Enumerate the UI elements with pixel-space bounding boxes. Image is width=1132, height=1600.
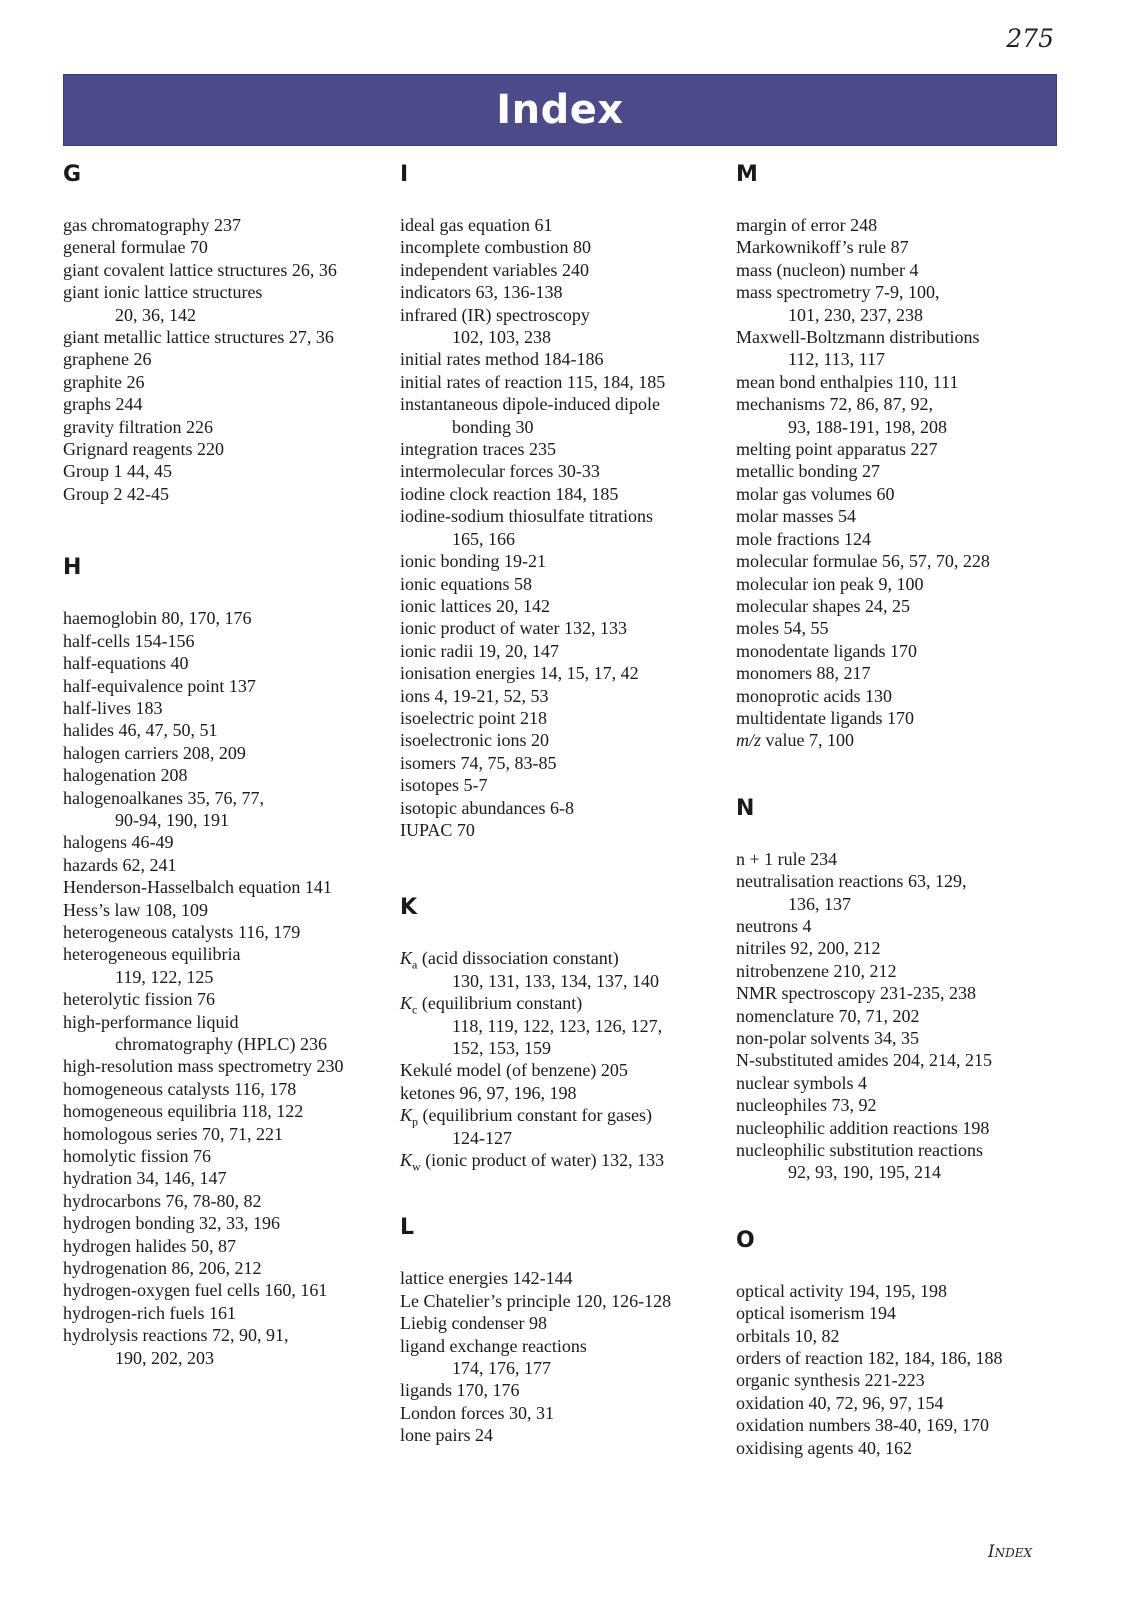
- entry-text: homologous series 70, 71, 221: [63, 1123, 283, 1144]
- index-entry: [63, 675, 383, 697]
- index-entry: [736, 505, 1066, 527]
- entry-text: homogeneous catalysts 116, 178: [63, 1078, 297, 1099]
- index-entry: [736, 1347, 1066, 1369]
- entry-text: molar gas volumes 60: [736, 483, 895, 504]
- index-entry: [63, 1167, 383, 1189]
- entry-text: indicators 63, 136-138: [400, 282, 563, 303]
- index-entry: [736, 1437, 1066, 1459]
- index-section-k: [400, 891, 730, 1174]
- entry-text: intermolecular forces 30-33: [400, 461, 600, 482]
- entry-text: (acid dissociation constant): [417, 948, 619, 969]
- index-entry: [63, 214, 383, 236]
- index-entry: [736, 214, 1066, 236]
- entry-text: initial rates method 184-186: [400, 349, 604, 370]
- index-entry: [736, 393, 1066, 438]
- index-entry: [736, 1392, 1066, 1414]
- entry-text: mass (nucleon) number 4: [736, 259, 919, 280]
- entry-text: incomplete combustion 80: [400, 237, 591, 258]
- entry-continuation: 124-127: [452, 1127, 512, 1148]
- index-section-i: [400, 158, 730, 841]
- entry-continuation: 102, 103, 238: [452, 327, 551, 348]
- entry-text: heterogeneous equilibria: [63, 944, 241, 965]
- entry-text: gravity filtration 226: [63, 416, 213, 437]
- entry-text: ligands 170, 176: [400, 1380, 520, 1401]
- index-entry: [736, 1280, 1066, 1302]
- entry-text: mass spectrometry 7-9, 100,: [736, 282, 940, 303]
- index-entry: [736, 528, 1066, 550]
- entry-text: Group 1 44, 45: [63, 461, 172, 482]
- index-entry: [63, 607, 383, 629]
- entry-text: ions 4, 19-21, 52, 53: [400, 685, 549, 706]
- entry-text: nucleophilic addition reactions 198: [736, 1117, 990, 1138]
- entry-text: infrared (IR) spectroscopy: [400, 304, 590, 325]
- index-entry: [400, 1059, 730, 1081]
- entry-text: isotopes 5-7: [400, 775, 488, 796]
- index-entry: [63, 1324, 383, 1369]
- entry-text: ionic radii 19, 20, 147: [400, 640, 559, 661]
- entry-text: monoprotic acids 130: [736, 685, 892, 706]
- entry-text: high-resolution mass spectrometry 230: [63, 1056, 344, 1077]
- index-entry: [736, 1325, 1066, 1347]
- entry-text: isotopic abundances 6-8: [400, 797, 574, 818]
- index-entry: [736, 937, 1066, 959]
- entry-text: halogenoalkanes 35, 76, 77,: [63, 787, 264, 808]
- index-entry: [400, 640, 730, 662]
- entry-text: Markownikoff’s rule 87: [736, 237, 909, 258]
- entry-text: half-lives 183: [63, 697, 163, 718]
- entry-text: hydrogen-oxygen fuel cells 160, 161: [63, 1280, 328, 1301]
- index-entry: [63, 259, 383, 281]
- entry-text: ketones 96, 97, 196, 198: [400, 1082, 577, 1103]
- index-column-2: [400, 158, 730, 1481]
- index-entry: [63, 1100, 383, 1122]
- index-entry: [63, 652, 383, 674]
- entry-text: mechanisms 72, 86, 87, 92,: [736, 394, 933, 415]
- index-entry: [63, 988, 383, 1010]
- index-entry: [400, 1104, 730, 1149]
- entry-text: London forces 30, 31: [400, 1402, 554, 1423]
- index-entry: [736, 915, 1066, 937]
- index-entry: [400, 438, 730, 460]
- entry-text: hydrocarbons 76, 78-80, 82: [63, 1190, 262, 1211]
- index-section-g: [63, 158, 383, 505]
- entry-text: hydration 34, 146, 147: [63, 1168, 227, 1189]
- entry-text: Kekulé model (of benzene) 205: [400, 1060, 628, 1081]
- index-entry: [400, 236, 730, 258]
- entry-continuation: 165, 166: [452, 528, 515, 549]
- entry-text: nomenclature 70, 71, 202: [736, 1005, 920, 1026]
- entry-text: oxidation numbers 38-40, 169, 170: [736, 1415, 989, 1436]
- entry-text: molecular shapes 24, 25: [736, 595, 910, 616]
- section-letter: L: [400, 1215, 415, 1241]
- index-entry: [736, 236, 1066, 258]
- entry-text: ionic product of water 132, 133: [400, 618, 627, 639]
- index-entry: [400, 371, 730, 393]
- entry-text: margin of error 248: [736, 215, 878, 235]
- entry-text: N-substituted amides 204, 214, 215: [736, 1050, 992, 1071]
- entry-text: molar masses 54: [736, 506, 856, 527]
- entry-text: moles 54, 55: [736, 618, 829, 639]
- entry-text: halides 46, 47, 50, 51: [63, 720, 218, 741]
- index-entry: [63, 281, 383, 326]
- index-entry: [736, 1369, 1066, 1391]
- index-entry: [400, 214, 730, 236]
- entry-text: halogenation 208: [63, 765, 188, 786]
- index-entry: [63, 854, 383, 876]
- index-entry: [400, 947, 730, 992]
- section-letter: G: [63, 162, 82, 187]
- entry-symbol: K: [400, 993, 413, 1014]
- entry-text: independent variables 240: [400, 259, 589, 280]
- index-entry: [400, 1335, 730, 1380]
- index-entry: [63, 483, 383, 505]
- entry-text: mole fractions 124: [736, 528, 871, 549]
- index-entry: [63, 742, 383, 764]
- index-entry: [63, 831, 383, 853]
- index-entry: [63, 764, 383, 786]
- index-entry: [63, 371, 383, 393]
- entry-text: half-equations 40: [63, 653, 189, 674]
- entry-continuation: 174, 176, 177: [452, 1358, 551, 1379]
- index-entry: [736, 1094, 1066, 1116]
- entry-continuation: 152, 153, 159: [452, 1038, 551, 1058]
- index-entry: [736, 326, 1066, 371]
- entry-text: Henderson-Hasselbalch equation 141: [63, 877, 332, 898]
- entry-continuation: 190, 202, 203: [115, 1347, 214, 1368]
- entry-text: iodine clock reaction 184, 185: [400, 483, 619, 504]
- entry-symbol: K: [400, 1150, 413, 1171]
- index-entry: [400, 1082, 730, 1104]
- index-entry: [736, 685, 1066, 707]
- entry-text: nitriles 92, 200, 212: [736, 938, 881, 959]
- index-entry: [63, 899, 383, 921]
- entry-text: neutralisation reactions 63, 129,: [736, 871, 967, 892]
- index-entry: [63, 236, 383, 258]
- entry-text: orbitals 10, 82: [736, 1325, 840, 1346]
- index-entry: [63, 943, 383, 988]
- entry-text: (equilibrium constant for gases): [418, 1105, 652, 1126]
- index-entry: [400, 752, 730, 774]
- entry-text: gas chromatography 237: [63, 215, 241, 235]
- index-entry: [63, 326, 383, 348]
- index-entry: [63, 1011, 383, 1056]
- index-entry: [736, 281, 1066, 326]
- entry-subscript: w: [412, 1159, 421, 1174]
- index-entry: [400, 992, 730, 1059]
- index-entry: [63, 876, 383, 898]
- entry-continuation: chromatography (HPLC) 236: [115, 1034, 327, 1054]
- entry-text: orders of reaction 182, 184, 186, 188: [736, 1348, 1003, 1369]
- entry-text: non-polar solvents 34, 35: [736, 1028, 919, 1048]
- entry-text: halogen carriers 208, 209: [63, 742, 246, 763]
- entry-text: Maxwell-Boltzmann distributions: [736, 327, 980, 348]
- index-entry: [400, 1379, 730, 1401]
- entry-symbol: K: [400, 1105, 413, 1126]
- index-section-m: [736, 158, 1066, 752]
- index-entry: [736, 573, 1066, 595]
- entry-text: hazards 62, 241: [63, 854, 177, 875]
- index-entry: [400, 729, 730, 751]
- entry-text: instantaneous dipole-induced dipole: [400, 394, 660, 415]
- index-entry: [736, 848, 1066, 870]
- entry-text: optical isomerism 194: [736, 1303, 896, 1324]
- entry-symbol: K: [400, 948, 413, 969]
- index-entry: [400, 348, 730, 370]
- index-entry: [63, 1055, 383, 1077]
- entry-text: half-equivalence point 137: [63, 675, 256, 696]
- entry-text: homogeneous equilibria 118, 122: [63, 1101, 304, 1122]
- entry-text: nucleophiles 73, 92: [736, 1095, 877, 1116]
- index-entry: [400, 550, 730, 572]
- index-entry: [63, 460, 383, 482]
- entry-text: IUPAC 70: [400, 819, 475, 840]
- index-section-o: [736, 1224, 1066, 1459]
- index-entry: [400, 460, 730, 482]
- running-footer: Index: [987, 1542, 1032, 1562]
- index-section-n: [736, 792, 1066, 1184]
- entry-text: general formulae 70: [63, 237, 208, 258]
- index-entry: [63, 1235, 383, 1257]
- index-entry: [63, 1279, 383, 1301]
- index-entry: [736, 870, 1066, 915]
- page-number: 275: [1006, 24, 1054, 53]
- entry-text: lone pairs 24: [400, 1425, 493, 1446]
- index-entry: [400, 685, 730, 707]
- entry-text: ionisation energies 14, 15, 17, 42: [400, 663, 639, 684]
- entry-text: nucleophilic substitution reactions: [736, 1140, 983, 1161]
- section-letter: H: [63, 555, 82, 581]
- page-title: Index: [496, 87, 624, 133]
- entry-continuation: bonding 30: [452, 416, 534, 437]
- entry-text: haemoglobin 80, 170, 176: [63, 608, 252, 629]
- index-entry: [736, 1072, 1066, 1094]
- section-letter: O: [736, 1227, 755, 1253]
- entry-text: hydrogen bonding 32, 33, 196: [63, 1213, 280, 1234]
- entry-text: isomers 74, 75, 83-85: [400, 752, 557, 773]
- entry-text: lattice energies 142-144: [400, 1268, 573, 1289]
- entry-text: neutrons 4: [736, 915, 812, 936]
- index-entry: [736, 1117, 1066, 1139]
- index-entry: [400, 505, 730, 550]
- index-column-1: [63, 158, 383, 1403]
- index-entry: [736, 960, 1066, 982]
- entry-text: monodentate ligands 170: [736, 640, 917, 661]
- index-entry: [400, 573, 730, 595]
- entry-text: oxidation 40, 72, 96, 97, 154: [736, 1392, 944, 1413]
- index-entry: [63, 697, 383, 719]
- entry-text: ionic equations 58: [400, 573, 532, 594]
- entry-text: isoelectronic ions 20: [400, 730, 549, 751]
- entry-continuation: 112, 113, 117: [788, 349, 885, 370]
- entry-continuation: 136, 137: [788, 893, 851, 914]
- entry-text: Hess’s law 108, 109: [63, 899, 208, 920]
- entry-continuation: 20, 36, 142: [115, 304, 196, 325]
- index-entry: [736, 729, 1066, 751]
- index-entry: [63, 1257, 383, 1279]
- entry-text: (equilibrium constant): [417, 993, 583, 1014]
- entry-text: multidentate ligands 170: [736, 707, 914, 728]
- entry-text: organic synthesis 221-223: [736, 1370, 925, 1391]
- entry-subscript: a: [412, 957, 418, 972]
- index-entry: [63, 1123, 383, 1145]
- index-column-3: [736, 158, 1066, 1493]
- entry-text: Grignard reagents 220: [63, 439, 224, 460]
- entry-text: nuclear symbols 4: [736, 1072, 867, 1093]
- index-entry: [736, 460, 1066, 482]
- index-entry: [736, 371, 1066, 393]
- index-entry: [63, 787, 383, 832]
- index-entry: [736, 438, 1066, 460]
- entry-continuation: 119, 122, 125: [115, 966, 214, 987]
- entry-text: melting point apparatus 227: [736, 439, 938, 460]
- index-entry: [736, 1302, 1066, 1324]
- index-entry: [400, 393, 730, 438]
- entry-text: Liebig condenser 98: [400, 1313, 547, 1334]
- index-entry: [736, 1027, 1066, 1049]
- entry-text: graphite 26: [63, 371, 145, 392]
- entry-text: hydrolysis reactions 72, 90, 91,: [63, 1325, 289, 1346]
- index-entry: [63, 393, 383, 415]
- entry-text: hydrogenation 86, 206, 212: [63, 1258, 262, 1279]
- entry-continuation: 101, 230, 237, 238: [788, 304, 923, 325]
- entry-text: giant metallic lattice structures 27, 36: [63, 327, 334, 348]
- index-entry: [400, 707, 730, 729]
- entry-text: optical activity 194, 195, 198: [736, 1280, 947, 1301]
- entry-text: halogens 46-49: [63, 832, 174, 853]
- section-letter: N: [736, 795, 755, 821]
- index-entry: [736, 259, 1066, 281]
- index-entry: [736, 617, 1066, 639]
- entry-text: (ionic product of water) 132, 133: [420, 1150, 665, 1171]
- index-title-banner: [63, 74, 1057, 146]
- index-entry: [400, 281, 730, 303]
- entry-text: molecular ion peak 9, 100: [736, 573, 924, 594]
- entry-text: giant ionic lattice structures: [63, 282, 263, 303]
- index-entry: [736, 1005, 1066, 1027]
- index-entry: [63, 1078, 383, 1100]
- index-entry: [63, 1190, 383, 1212]
- entry-text: oxidising agents 40, 162: [736, 1437, 912, 1458]
- index-entry: [400, 662, 730, 684]
- entry-text: iodine-sodium thiosulfate titrations: [400, 506, 653, 527]
- entry-text: value 7, 100: [761, 730, 854, 751]
- entry-text: giant covalent lattice structures 26, 36: [63, 259, 337, 280]
- entry-subscript: c: [412, 1002, 418, 1017]
- entry-subscript: p: [412, 1114, 419, 1129]
- entry-text: homolytic fission 76: [63, 1146, 211, 1167]
- entry-text: ligand exchange reactions: [400, 1335, 587, 1356]
- entry-continuation: 90-94, 190, 191: [115, 809, 229, 830]
- index-entry: [400, 797, 730, 819]
- index-entry: [400, 1290, 730, 1312]
- index-entry: [736, 550, 1066, 572]
- entry-text: NMR spectroscopy 231-235, 238: [736, 983, 976, 1004]
- index-entry: [63, 1212, 383, 1234]
- index-entry: [400, 774, 730, 796]
- entry-text: mean bond enthalpies 110, 111: [736, 371, 959, 392]
- entry-symbol: m/z: [736, 730, 762, 751]
- entry-text: ideal gas equation 61: [400, 215, 553, 235]
- entry-text: integration traces 235: [400, 439, 556, 460]
- index-entry: [736, 1414, 1066, 1436]
- entry-text: graphene 26: [63, 349, 152, 370]
- index-entry: [63, 438, 383, 460]
- index-entry: [400, 1267, 730, 1289]
- entry-text: heterogeneous catalysts 116, 179: [63, 921, 301, 942]
- entry-text: Group 2 42-45: [63, 483, 169, 504]
- index-entry: [400, 483, 730, 505]
- index-section-h: [63, 551, 383, 1369]
- entry-continuation: 92, 93, 190, 195, 214: [788, 1162, 941, 1183]
- entry-text: n + 1 rule 234: [736, 848, 838, 869]
- index-entry: [63, 719, 383, 741]
- entry-continuation: 93, 188-191, 198, 208: [788, 416, 947, 437]
- entry-continuation: 118, 119, 122, 123, 126, 127,: [452, 1015, 663, 1036]
- index-entry: [400, 259, 730, 281]
- index-entry: [736, 982, 1066, 1004]
- index-entry: [63, 1302, 383, 1324]
- index-entry: [736, 707, 1066, 729]
- entry-text: initial rates of reaction 115, 184, 185: [400, 371, 666, 392]
- entry-text: high-performance liquid: [63, 1011, 239, 1032]
- index-entry: [400, 819, 730, 841]
- entry-text: monomers 88, 217: [736, 663, 871, 684]
- entry-text: ionic bonding 19-21: [400, 551, 546, 572]
- index-entry: [63, 348, 383, 370]
- entry-text: heterolytic fission 76: [63, 989, 215, 1010]
- index-entry: [63, 921, 383, 943]
- index-entry: [736, 483, 1066, 505]
- entry-text: hydrogen-rich fuels 161: [63, 1302, 236, 1323]
- index-entry: [400, 304, 730, 349]
- index-entry: [400, 617, 730, 639]
- index-entry: [63, 630, 383, 652]
- entry-text: molecular formulae 56, 57, 70, 228: [736, 551, 990, 572]
- index-entry: [400, 1312, 730, 1334]
- entry-text: isoelectric point 218: [400, 707, 547, 728]
- index-entry: [400, 595, 730, 617]
- index-entry: [400, 1424, 730, 1446]
- index-entry: [400, 1402, 730, 1424]
- entry-text: ionic lattices 20, 142: [400, 595, 550, 616]
- index-entry: [400, 1149, 730, 1174]
- index-entry: [63, 1145, 383, 1167]
- entry-text: half-cells 154-156: [63, 630, 195, 651]
- index-entry: [736, 595, 1066, 617]
- index-entry: [736, 640, 1066, 662]
- section-letter: M: [736, 162, 758, 187]
- entry-text: hydrogen halides 50, 87: [63, 1235, 236, 1256]
- entry-text: nitrobenzene 210, 212: [736, 960, 897, 981]
- index-section-l: [400, 1211, 730, 1446]
- section-letter: I: [400, 162, 409, 187]
- entry-text: metallic bonding 27: [736, 461, 880, 482]
- index-entry: [63, 416, 383, 438]
- entry-text: graphs 244: [63, 394, 143, 415]
- index-entry: [736, 662, 1066, 684]
- section-letter: K: [400, 895, 418, 921]
- index-entry: [736, 1049, 1066, 1071]
- entry-text: Le Chatelier’s principle 120, 126-128: [400, 1290, 672, 1311]
- entry-continuation: 130, 131, 133, 134, 137, 140: [452, 970, 659, 991]
- index-entry: [736, 1139, 1066, 1184]
